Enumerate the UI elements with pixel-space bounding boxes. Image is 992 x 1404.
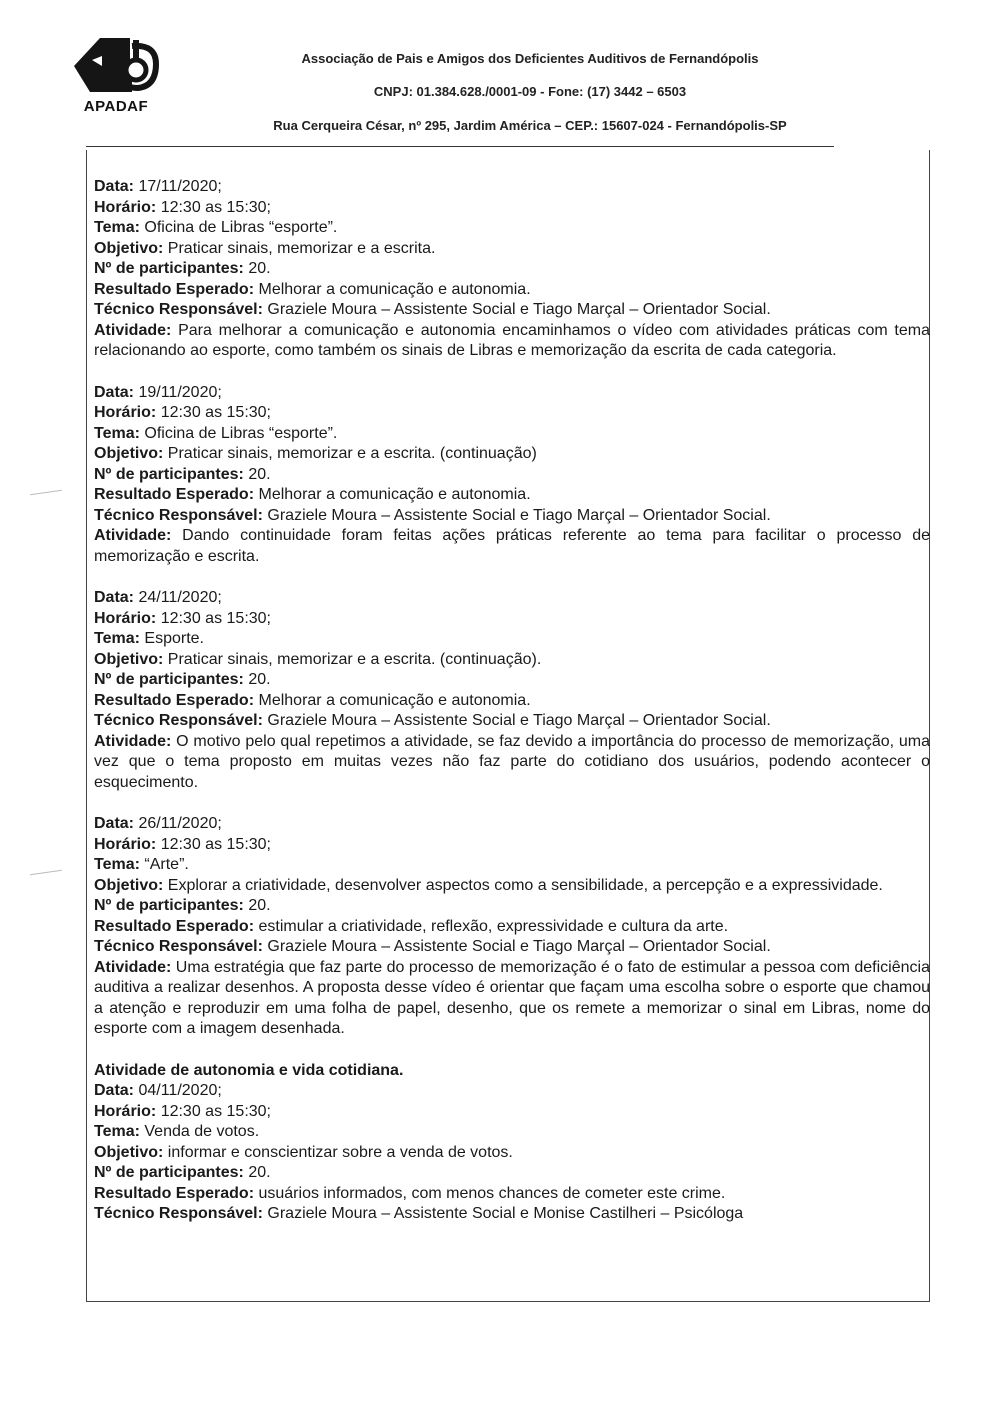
entry-date: Data: 26/11/2020; (94, 815, 222, 832)
entry-expected-result: Resultado Esperado: Melhorar a comunicação e autonomia. (94, 486, 531, 503)
entry-activity: Atividade: Uma estratégia que faz parte do processo de memorização é o fato de estimular a pessoa com deficiência auditiva a realizar desenhos. A proposta desse vídeo é orientar que façam uma escolha sobre o esporte que chamou a atenção e reproduzir em uma folha de papel, desenho, que os remete a memorizar o sinal em Libras, nome do esporte com a imagem desenhada. (94, 958, 930, 1037)
entry-responsible: Técnico Responsável: Graziele Moura – Assistente Social e Tiago Marçal – Orientador Social. (94, 938, 771, 955)
header-divider (86, 146, 834, 147)
entry-theme: Tema: Oficina de Libras “esporte”. (94, 424, 338, 442)
section-title: Atividade de autonomia e vida cotidiana. (94, 1061, 404, 1079)
entry-time: Horário: 12:30 as 15:30; (94, 1102, 271, 1120)
entry-participants: Nº de participantes: 20. (94, 897, 271, 914)
entry-time: Horário: 12:30 as 15:30; (94, 609, 271, 627)
activity-entry (94, 177, 930, 362)
entry-date: Data: 04/11/2020; (94, 1082, 222, 1099)
entry-time: Horário: 12:30 as 15:30; (94, 198, 271, 216)
org-name: Associação de Pais e Amigos dos Deficientes Auditivos de Fernandópolis (301, 51, 759, 66)
org-cnpj-phone: CNPJ: 01.384.628./0001-09 - Fone: (17) 3442 – 6503 (373, 84, 687, 99)
autonomy-section (94, 1061, 930, 1225)
entry-participants: Nº de participantes: 20. (94, 671, 271, 688)
entry-expected-result: Resultado Esperado: Melhorar a comunicação e autonomia. (94, 691, 531, 709)
scan-mark (30, 870, 62, 875)
activity-entry (94, 383, 930, 568)
scan-mark (30, 490, 62, 495)
entry-participants: Nº de participantes: 20. (94, 465, 271, 483)
entry-activity: Atividade: O motivo pelo qual repetimos a atividade, se faz devido a importância do processo de memorização, uma vez que o tema proposto em muitas vezes não faz parte do cotidiano dos usuários, podendo acontecer o esquecimento. (94, 732, 930, 791)
entry-responsible: Técnico Responsável: Graziele Moura – Assistente Social e Tiago Marçal – Orientador Social. (94, 712, 771, 729)
entry-objective: Objetivo: Praticar sinais, memorizar e a escrita. (continuação) (94, 445, 537, 462)
report-content (94, 177, 930, 1246)
entry-theme: Tema: “Arte”. (94, 856, 189, 873)
entry-objective: Objetivo: Explorar a criatividade, desenvolver aspectos como a sensibilidade, a percepção e a expressividade. (94, 876, 883, 894)
entry-objective: Objetivo: informar e conscientizar sobre a venda de votos. (94, 1143, 513, 1161)
entry-participants: Nº de participantes: 20. (94, 260, 271, 277)
entry-theme: Tema: Venda de votos. (94, 1123, 260, 1140)
activity-entry (94, 814, 930, 1040)
entry-activity: Atividade: Dando continuidade foram feitas ações práticas referente ao tema para facilitar o processo de memorização e escrita. (94, 527, 931, 565)
entry-responsible: Técnico Responsável: Graziele Moura – Assistente Social e Tiago Marçal – Orientador Social. (94, 506, 771, 524)
entry-date: Data: 17/11/2020; (94, 178, 222, 195)
entry-time: Horário: 12:30 as 15:30; (94, 404, 271, 421)
entry-date: Data: 24/11/2020; (94, 589, 222, 606)
entry-theme: Tema: Esporte. (94, 630, 204, 647)
entry-expected-result: Resultado Esperado: estimular a criatividade, reflexão, expressividade e cultura da arte. (94, 917, 729, 935)
activity-entry (94, 588, 930, 793)
entry-theme: Tema: Oficina de Libras “esporte”. (94, 219, 338, 236)
entry-responsible: Técnico Responsável: Graziele Moura – Assistente Social e Monise Castilheri – Psicóloga (94, 1205, 744, 1222)
ear-logo-icon (70, 32, 162, 98)
entry-expected-result: Resultado Esperado: usuários informados, com menos chances de cometer este crime. (94, 1184, 726, 1202)
logo-text: APADAF (83, 98, 149, 115)
entry-objective: Objetivo: Praticar sinais, memorizar e a escrita. (continuação). (94, 650, 542, 668)
entry-participants: Nº de participantes: 20. (94, 1164, 271, 1181)
org-address: Rua Cerqueira César, nº 295, Jardim América – CEP.: 15607-024 - Fernandópolis-SP (273, 118, 787, 133)
apadaf-logo (70, 32, 162, 118)
entry-date: Data: 19/11/2020; (94, 383, 222, 401)
entry-expected-result: Resultado Esperado: Melhorar a comunicação e autonomia. (94, 280, 531, 298)
entry-responsible: Técnico Responsável: Graziele Moura – Assistente Social e Tiago Marçal – Orientador Social. (94, 301, 771, 318)
entry-objective: Objetivo: Praticar sinais, memorizar e a escrita. (94, 239, 436, 257)
entry-time: Horário: 12:30 as 15:30; (94, 835, 271, 853)
entry-activity: Atividade: Para melhorar a comunicação e autonomia encaminhamos o vídeo com atividades práticas com tema relacionando ao esporte, como também os sinais de Libras e memorização da escrita de cada categoria. (94, 321, 931, 359)
